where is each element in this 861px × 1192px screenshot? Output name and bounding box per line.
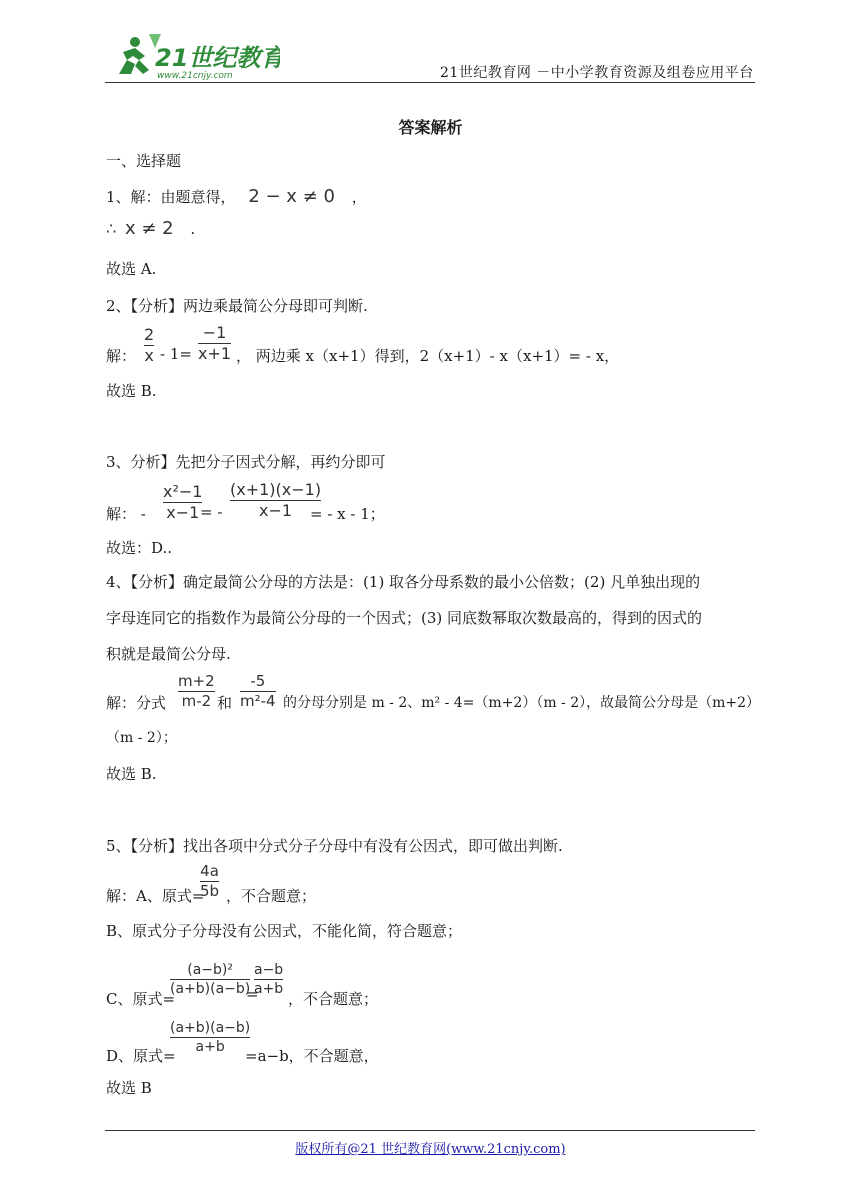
q4-f1-den: m-2	[181, 692, 212, 710]
q3-eq-minus: = -	[200, 503, 223, 521]
site-logo	[105, 30, 280, 82]
q1-comma: ，	[351, 188, 367, 206]
q4-sol-prefix: 解：分式	[106, 694, 167, 712]
q5-d-prefix: D、原式=	[106, 1047, 176, 1065]
q5-a-fraction	[200, 864, 219, 899]
q1-solution-line	[106, 186, 367, 207]
q3-result: = - x - 1；	[310, 505, 385, 523]
q2-analysis: 2、【分析】两边乘最简公分母即可判断.	[106, 297, 368, 315]
q4-f1-num: m+2	[178, 672, 215, 690]
q5-c-rest: ，不合题意；	[288, 990, 379, 1008]
q3-f2-num: (x+1)(x−1)	[230, 480, 322, 499]
q2-fraction-1	[144, 327, 154, 364]
q1-expr2: x ≠ 2	[124, 218, 174, 239]
header-divider	[105, 82, 755, 83]
site-slogan: 21世纪教育网 －中小学教育资源及组卷应用平台	[440, 65, 754, 81]
q5-d-num: (a+b)(a−b)	[170, 1020, 251, 1036]
q5-c-fraction-2	[254, 963, 283, 996]
q4-f2-den: m²-4	[240, 692, 276, 710]
q3-f1-num: x²−1	[163, 482, 203, 501]
q5-c-f1-num: (a−b)²	[187, 962, 233, 978]
q2-sol-rest: ， 两边乘 x（x+1）得到，2（x+1）- x（x+1）= - x，	[236, 347, 620, 365]
q5-b-line: B、原式分子分母没有公因式，不能化简，符合题意；	[106, 922, 463, 940]
therefore-icon: ∴	[106, 219, 117, 238]
q4-analysis-l1: 4、【分析】确定最简公分母的方法是：(1) 取各分母系数的最小公倍数；(2) 凡单独出现的	[106, 573, 701, 591]
q5-d-fraction	[170, 1021, 250, 1054]
page-title: 答案解析	[398, 118, 463, 137]
q4-sol-rest: 的分母分别是 m - 2、m² - 4=（m+2）（m - 2），故最简公分母是（m+2）	[283, 695, 761, 711]
q3-f2-den: x−1	[259, 501, 293, 520]
q2-f1-den: x	[144, 346, 154, 365]
q2-fraction-2	[198, 325, 231, 362]
q5-c-f2-den: a+b	[254, 981, 284, 997]
q3-fraction-1	[163, 484, 202, 521]
q4-sol-l2: （m - 2）；	[106, 730, 177, 746]
section-heading: 一、选择题	[106, 152, 182, 170]
logo-text: 21世纪教育	[155, 44, 280, 72]
q5-d-rest: =a−b，不合题意，	[245, 1047, 379, 1065]
q5-a-den: 5b	[200, 882, 220, 900]
logo-url: www.21cnjy.com	[157, 71, 233, 81]
q5-d-den: a+b	[195, 1039, 225, 1055]
q2-minus-one: - 1=	[160, 345, 192, 363]
q3-answer: 故选：D..	[106, 539, 173, 557]
q5-a-rest: ，不合题意；	[226, 887, 317, 905]
q5-c-f2-num: a−b	[254, 962, 284, 978]
q2-sol-prefix: 解：	[106, 347, 137, 365]
q5-c-eq: =	[246, 985, 259, 1003]
q4-f2-num: -5	[250, 672, 266, 690]
q4-and: 和	[217, 694, 233, 712]
q5-a-prefix: 解：A、原式=	[106, 887, 205, 905]
q5-c-prefix: C、原式=	[106, 990, 176, 1008]
q2-answer: 故选 B.	[106, 382, 157, 400]
q4-fraction-1	[178, 674, 215, 709]
q1-therefore-line	[106, 218, 195, 239]
footer-divider	[105, 1130, 755, 1131]
q1-prefix: 1、解：由题意得，	[106, 188, 236, 206]
q2-f2-den: x+1	[198, 344, 232, 363]
q5-analysis: 5、【分析】找出各项中分式分子分母中有没有公因式，即可做出判断.	[106, 837, 563, 855]
q5-a-num: 4a	[200, 862, 219, 880]
q3-sol-prefix: 解： -	[106, 505, 146, 523]
q3-analysis: 3、分析】先把分子因式分解，再约分即可	[106, 453, 386, 471]
copyright-link[interactable]: 版权所有@21 世纪教育网(www.21cnjy.com)	[295, 1142, 566, 1157]
q3-f1-den: x−1	[166, 503, 200, 522]
q1-period: .	[190, 220, 196, 238]
q1-expr1: 2 − x ≠ 0	[248, 186, 335, 207]
q4-fraction-2	[240, 674, 276, 709]
q2-f1-num: 2	[144, 325, 155, 344]
q5-c-f1-den: (a+b)(a−b)	[170, 981, 251, 997]
q2-f2-num: −1	[202, 323, 227, 342]
q5-answer: 故选 B	[106, 1079, 152, 1097]
q4-analysis-l2: 字母连同它的指数作为最简公分母的一个因式；(3) 同底数幂取次数最高的，得到的因式的	[106, 609, 703, 627]
q4-analysis-l3: 积就是最简公分母.	[106, 645, 231, 663]
q1-answer: 故选 A.	[106, 260, 157, 278]
q4-answer: 故选 B.	[106, 765, 157, 783]
runner-logo-icon	[105, 30, 280, 82]
q5-c-fraction-1	[170, 963, 250, 996]
q3-fraction-2	[230, 482, 321, 519]
